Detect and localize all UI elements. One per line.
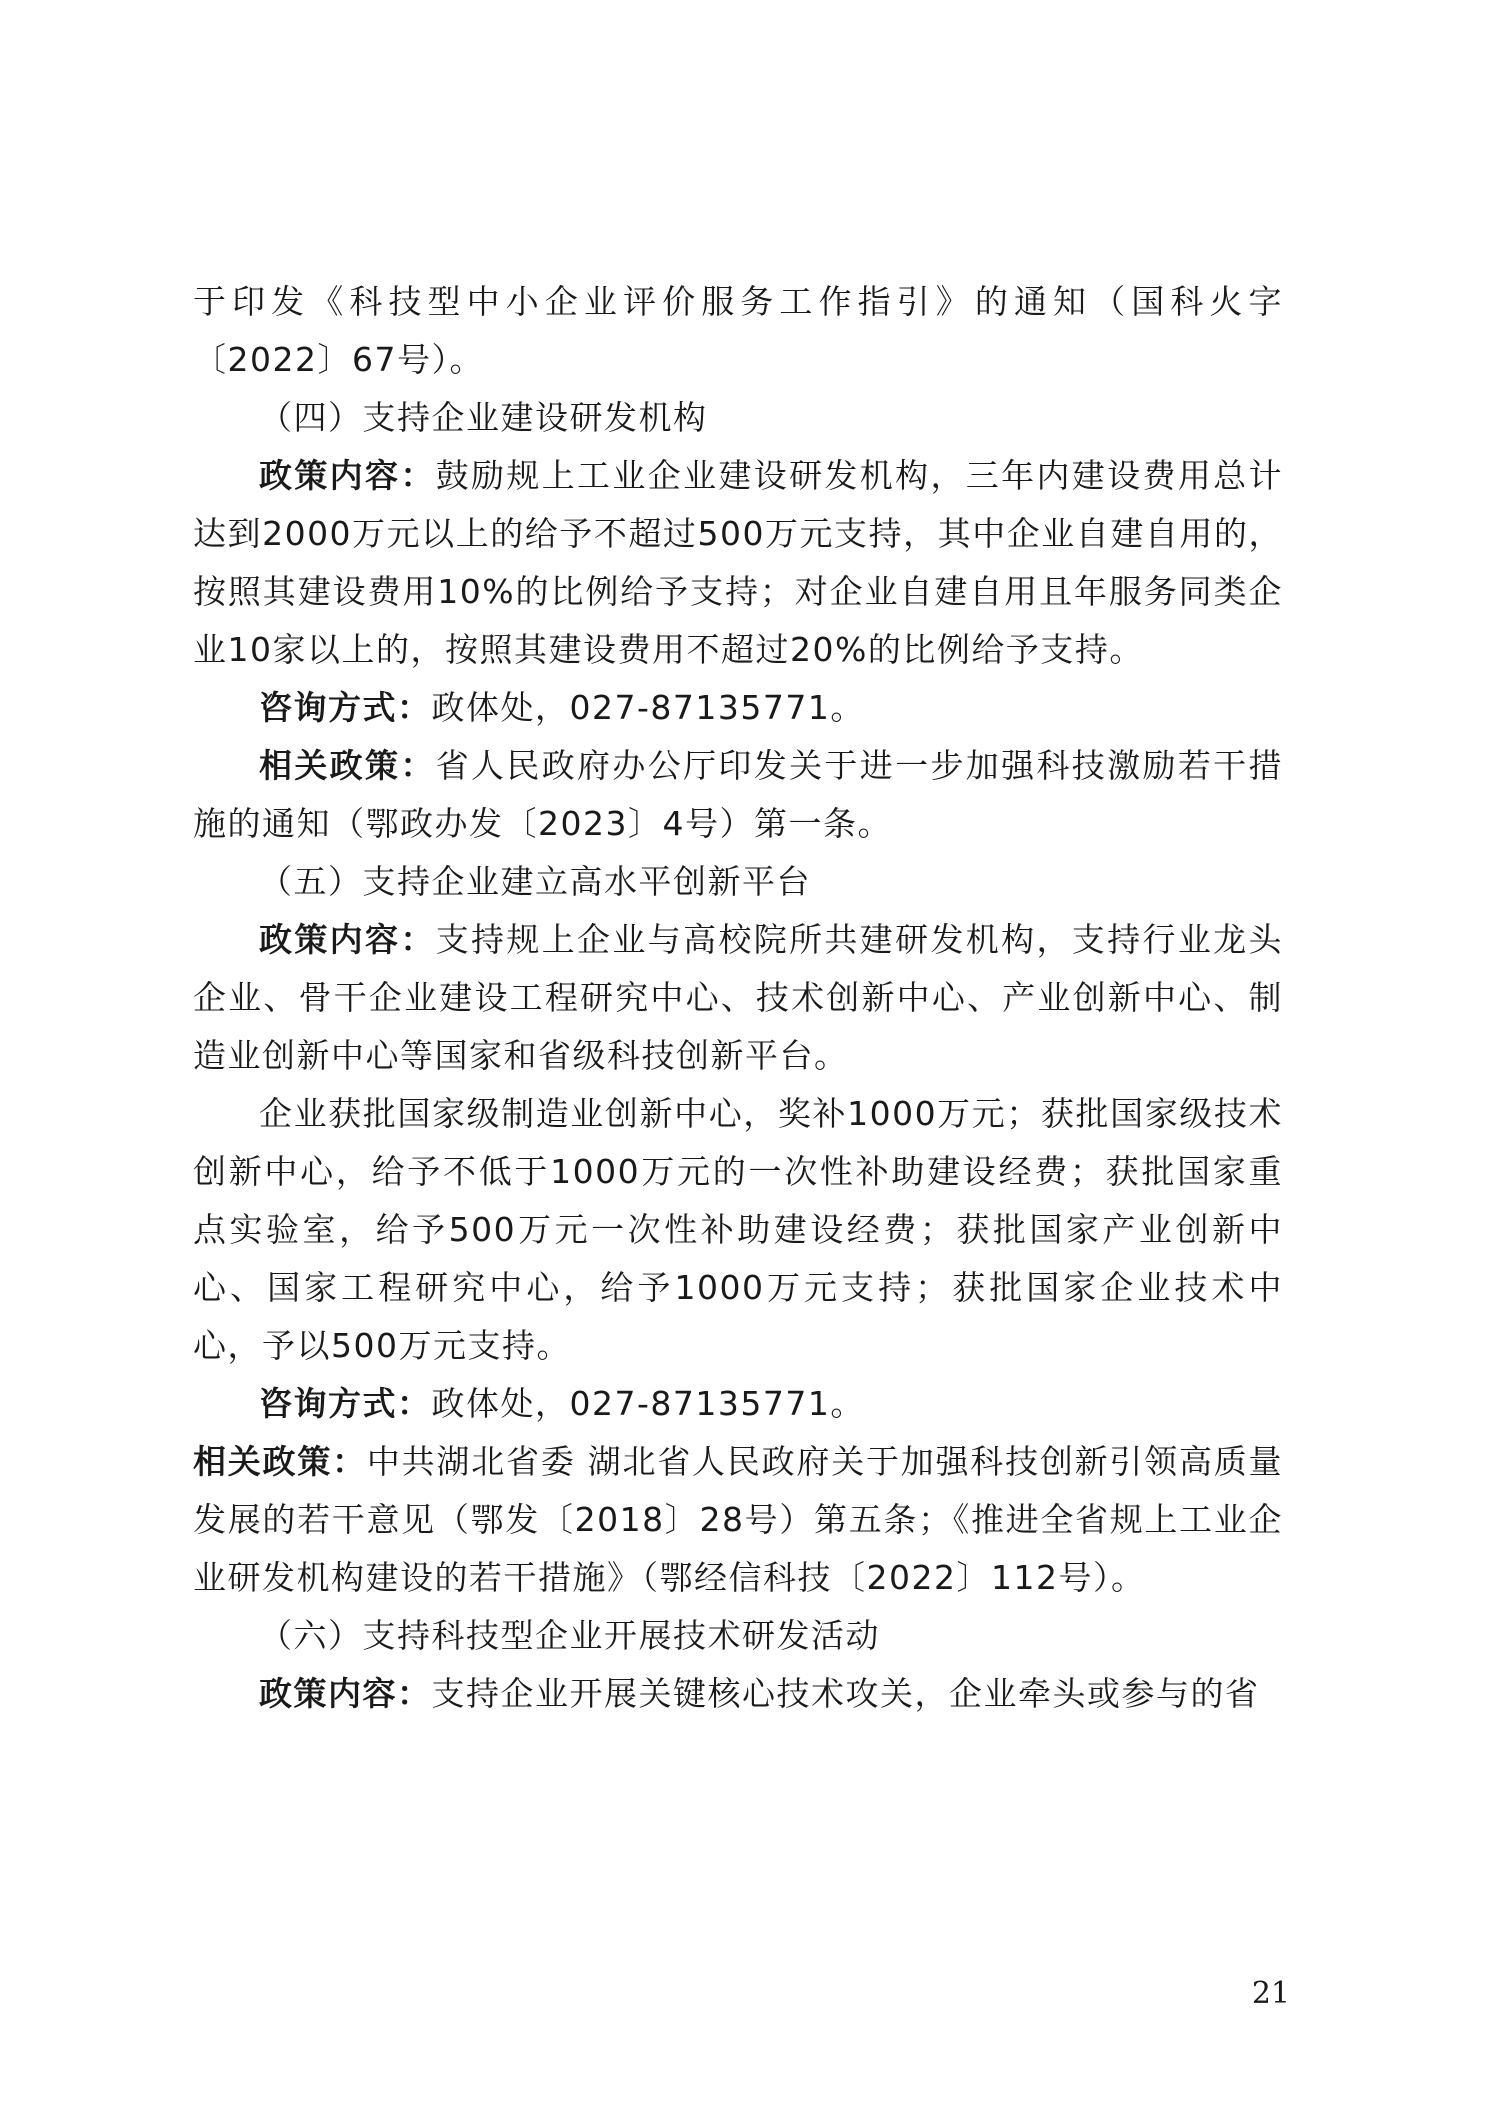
consult-text: 政体处，027-87135771。: [431, 688, 865, 727]
section-heading-4: （四）支持企业建设研发机构: [259, 398, 708, 437]
policy-content-5: [193, 911, 1283, 1085]
related-policy-label: 相关政策：: [259, 746, 436, 785]
section-heading-5: （五）支持企业建立高水平创新平台: [259, 862, 811, 901]
policy-content-text: 支持规上企业与高校院所共建研发机构，支持行业龙头企业、骨干企业建设工程研究中心、技术创新中心、产业创新中心、制造业创新中心等国家和省级科技创新平台。: [193, 920, 1284, 1075]
related-policy-4: [193, 737, 1283, 853]
consult-label: 咨询方式：: [259, 1384, 432, 1423]
policy-content-4: [193, 447, 1283, 679]
policy-content-text: 支持企业开展关键核心技术攻关，企业牵头或参与的省: [431, 1674, 1260, 1713]
related-policy-text: 省人民政府办公厅印发关于进一步加强科技激励若干措施的通知（鄂政办发〔2023〕4号）第一条。: [193, 746, 1284, 843]
policy-content-label: 政策内容：: [259, 920, 436, 959]
consult-method-5: [193, 1375, 1283, 1433]
related-policy-text: 中共湖北省委 湖北省人民政府关于加强科技创新引领高质量发展的若干意见（鄂发〔2018〕28号）第五条；《推进全省规上工业企业研发机构建设的若干措施》（鄂经信科技〔2022〕112号）。: [193, 1442, 1283, 1597]
paragraph-continuation: 于印发《科技型中小企业评价服务工作指引》的通知（国科火字〔2022〕67号）。: [193, 282, 1283, 379]
section-heading-6: （六）支持科技型企业开展技术研发活动: [259, 1616, 880, 1655]
policy-content-label: 政策内容：: [259, 456, 436, 495]
consult-text: 政体处，027-87135771。: [431, 1384, 865, 1423]
body-text: [193, 273, 1283, 1723]
related-policy-label: 相关政策：: [193, 1442, 367, 1481]
consult-label: 咨询方式：: [259, 688, 432, 727]
policy-content-label: 政策内容：: [259, 1674, 432, 1713]
policy-details-5: 企业获批国家级制造业创新中心，奖补1000万元；获批国家级技术创新中心，给予不低于1000万元的一次性补助建设经费；获批国家重点实验室，给予500万元一次性补助建设经费；获批国家产业创新中心、国家工程研究中心，给予1000万元支持；获批国家企业技术中心，予以500万元支持。: [193, 1094, 1283, 1365]
consult-method-4: [193, 679, 1283, 737]
page-number: 21: [1251, 1976, 1290, 2011]
related-policy-5: [193, 1433, 1283, 1607]
policy-content-text: 鼓励规上工业企业建设研发机构，三年内建设费用总计达到2000万元以上的给予不超过500万元支持，其中企业自建自用的，按照其建设费用10%的比例给予支持；对企业自建自用且年服务同类企业10家以上的，按照其建设费用不超过20%的比例给予支持。: [193, 456, 1284, 669]
policy-content-6: [193, 1665, 1283, 1723]
